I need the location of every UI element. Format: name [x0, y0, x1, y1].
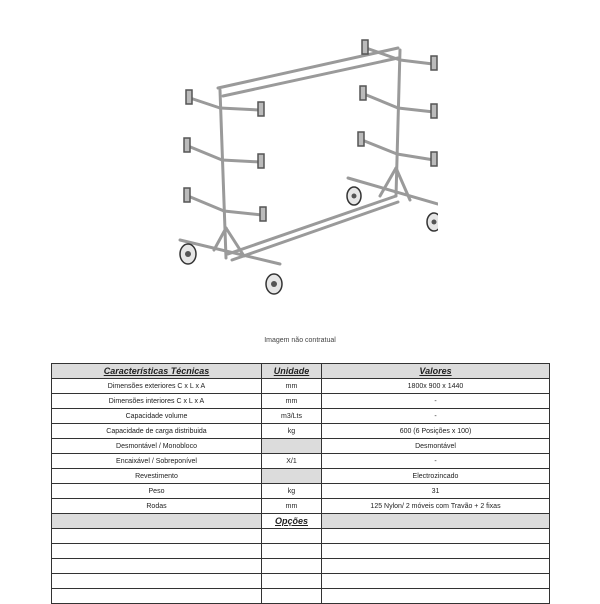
table-row: [52, 379, 550, 394]
table-row: [52, 424, 550, 439]
row-label: Encaixável / Sobreponível: [52, 454, 262, 469]
empty-cell: [52, 544, 262, 559]
product-image: [148, 28, 438, 310]
row-label: Peso: [52, 484, 262, 499]
header-characteristics: Características Técnicas: [52, 364, 262, 379]
row-unit: X/1: [262, 454, 322, 469]
row-unit: mm: [262, 499, 322, 514]
row-label: Dimensões exteriores C x L x A: [52, 379, 262, 394]
empty-cell: [322, 574, 550, 589]
table-row: [52, 454, 550, 469]
empty-cell: [262, 574, 322, 589]
row-unit: mm: [262, 379, 322, 394]
header-unit: Unidade: [262, 364, 322, 379]
row-value: 600 (6 Posições x 100): [322, 424, 550, 439]
options-heading: Opções: [262, 514, 322, 529]
row-value: 125 Nylon/ 2 móveis com Travão + 2 fixas: [322, 499, 550, 514]
row-unit: kg: [262, 424, 322, 439]
options-row: [52, 589, 550, 604]
options-heading-row: [52, 514, 550, 529]
options-row: [52, 559, 550, 574]
table-row: [52, 409, 550, 424]
specs-table: [51, 363, 550, 604]
options-row: [52, 529, 550, 544]
row-label: Capacidade de carga distribuida: [52, 424, 262, 439]
empty-cell: [52, 559, 262, 574]
options-blank-cell: [52, 514, 262, 529]
table-header-row: [52, 364, 550, 379]
empty-cell: [52, 574, 262, 589]
row-value: -: [322, 409, 550, 424]
table-row: [52, 394, 550, 409]
row-label: Desmontável / Monobloco: [52, 439, 262, 454]
row-unit: [262, 439, 322, 454]
table-row: [52, 484, 550, 499]
image-caption: Imagem não contratual: [264, 337, 336, 344]
row-unit: mm: [262, 394, 322, 409]
row-label: Revestimento: [52, 469, 262, 484]
row-label: Capacidade volume: [52, 409, 262, 424]
row-label: Rodas: [52, 499, 262, 514]
empty-cell: [322, 529, 550, 544]
row-value: -: [322, 394, 550, 409]
row-unit: [262, 469, 322, 484]
empty-cell: [322, 559, 550, 574]
row-value: 1800x 900 x 1440: [322, 379, 550, 394]
row-value: 31: [322, 484, 550, 499]
empty-cell: [262, 589, 322, 604]
empty-cell: [322, 589, 550, 604]
empty-cell: [52, 589, 262, 604]
table-row: [52, 439, 550, 454]
empty-cell: [52, 529, 262, 544]
header-values: Valores: [322, 364, 550, 379]
row-label: Dimensões interiores C x L x A: [52, 394, 262, 409]
options-blank-cell: [322, 514, 550, 529]
row-value: Electrozincado: [322, 469, 550, 484]
empty-cell: [262, 529, 322, 544]
table-row: [52, 499, 550, 514]
row-unit: m3/Lts: [262, 409, 322, 424]
empty-cell: [322, 544, 550, 559]
empty-cell: [262, 559, 322, 574]
empty-cell: [262, 544, 322, 559]
row-value: -: [322, 454, 550, 469]
table-row: [52, 469, 550, 484]
options-row: [52, 544, 550, 559]
row-unit: kg: [262, 484, 322, 499]
options-row: [52, 574, 550, 589]
row-value: Desmontável: [322, 439, 550, 454]
